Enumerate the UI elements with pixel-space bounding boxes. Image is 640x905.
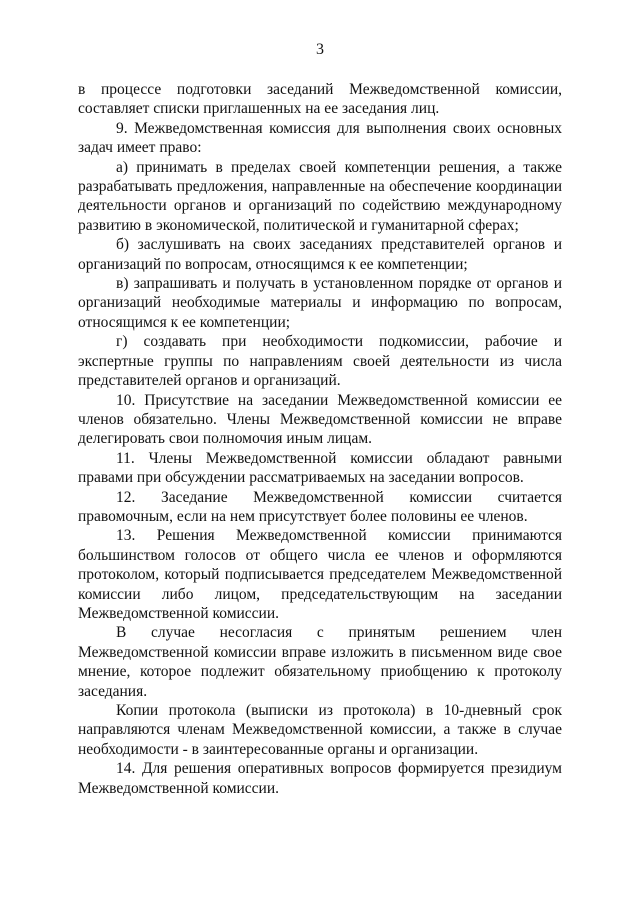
paragraph-clause-9b: б) заслушивать на своих заседаниях представителей органов и организаций по вопросам, относящимся к ее компетенции;: [78, 236, 562, 273]
paragraph-continuation: в процессе подготовки заседаний Межведомственной комиссии, составляет списки приглашенных на ее заседания лиц.: [78, 81, 562, 118]
paragraph-clause-9a: а) принимать в пределах своей компетенции решения, а также разрабатывать предложения, направленные на обеспечение координации деятельности органов и организаций по содействию международному развитию в экономической, политической и гуманитарной сферах;: [78, 158, 562, 234]
paragraph-clause-9: 9. Межведомственная комиссия для выполнения своих основных задач имеет право:: [78, 119, 562, 157]
paragraph-clause-12: 12. Заседание Межведомственной комиссии считается правомочным, если на нем присутствует более половины ее членов.: [78, 488, 562, 525]
paragraph-clause-13: 13. Решения Межведомственной комиссии принимаются большинством голосов от общего числа ее членов и оформляются протоколом, который подписывается председателем Межведомственной комиссии либо лицом, председательствующим на заседании Межведомственной комиссии.: [78, 527, 562, 622]
paragraph-clause-14: 14. Для решения оперативных вопросов формируется президиум Межведомственной комиссии.: [78, 760, 562, 797]
document-body: [78, 80, 562, 798]
paragraph-clause-9g: г) создавать при необходимости подкомиссии, рабочие и экспертные группы по направлениям своей деятельности из числа представителей органов и организаций.: [78, 333, 562, 390]
paragraph-clause-13-dissent: В случае несогласия с принятым решением член Межведомственной комиссии вправе изложить в письменном виде свое мнение, которое подлежит обязательному приобщению к протоколу заседания.: [78, 624, 562, 700]
paragraph-clause-10: 10. Присутствие на заседании Межведомственной комиссии ее членов обязательно. Члены Межведомственной комиссии не вправе делегировать свои полномочия иным лицам.: [78, 391, 562, 448]
paragraph-clause-13-copies: Копии протокола (выписки из протокола) в 10-дневный срок направляются членам Межведомственной комиссии, а также в случае необходимости - в заинтересованные органы и организации.: [78, 702, 562, 758]
page-number: 3: [316, 41, 324, 58]
paragraph-clause-11: 11. Члены Межведомственной комиссии обладают равными правами при обсуждении рассматриваемых на заседании вопросов.: [78, 449, 562, 487]
paragraph-clause-9v: в) запрашивать и получать в установленном порядке от органов и организаций необходимые материалы и информацию по вопросам, относящимся к ее компетенции;: [78, 275, 562, 331]
